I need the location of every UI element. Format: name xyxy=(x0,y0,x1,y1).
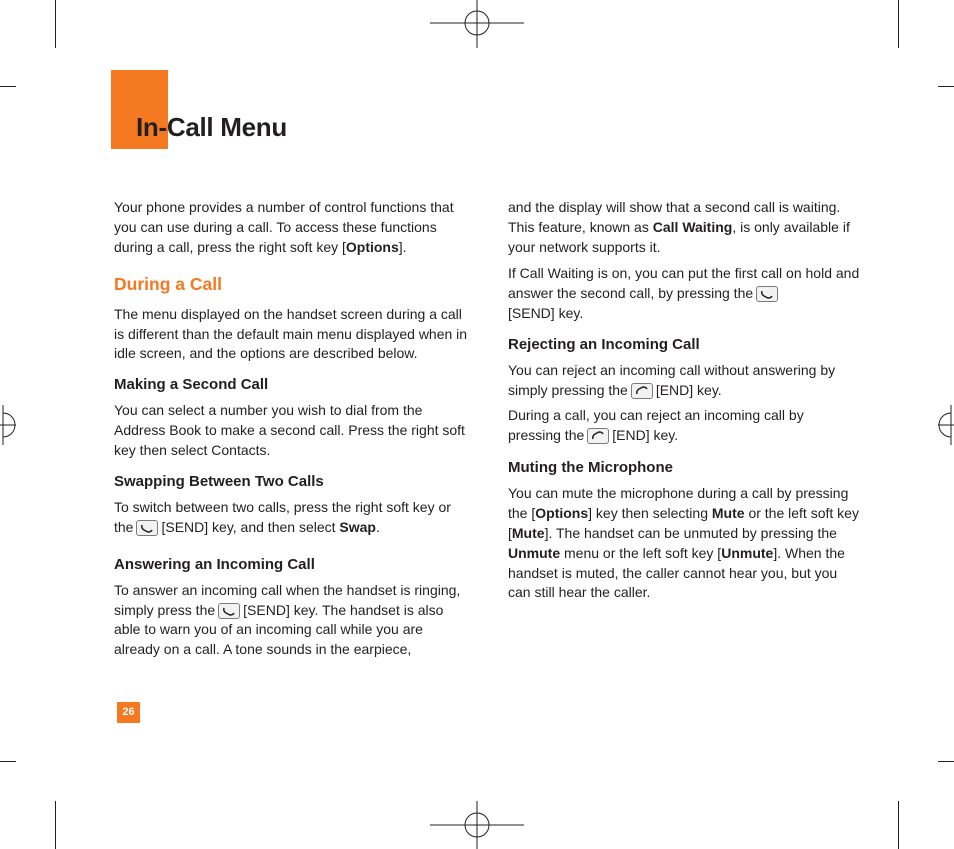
mute-text-6: ]. When the handset is muted, the caller cannot hear you, but you can still hear the caller. xyxy=(508,544,845,601)
send-key-icon xyxy=(218,603,240,619)
swapping-heading: Swapping Between Two Calls xyxy=(114,472,324,490)
crop-mark xyxy=(938,86,954,87)
crop-mark xyxy=(938,761,954,762)
during-a-call-heading: During a Call xyxy=(114,273,222,294)
answering-heading: Answering an Incoming Call xyxy=(114,555,315,573)
swapping-text: To switch between two calls, press the right soft key or the xyxy=(114,498,451,535)
registration-mark-icon xyxy=(430,801,524,849)
page-number-badge: 26 xyxy=(117,702,140,723)
intro-text-end: ]. xyxy=(398,238,407,255)
mute-paragraph xyxy=(508,484,860,603)
rejecting-heading: Rejecting an Incoming Call xyxy=(508,336,700,354)
end-key-icon xyxy=(631,383,653,399)
send-key-icon xyxy=(136,520,158,536)
registration-mark-icon xyxy=(430,0,524,48)
mute-text-4: ]. The handset can be unmuted by pressing the xyxy=(544,524,837,541)
swap-option-label: Swap xyxy=(339,518,376,535)
right-column xyxy=(508,198,860,603)
making-second-call-heading: Making a Second Call xyxy=(114,376,269,394)
making-second-call-paragraph: You can select a number you wish to dial from the Address Book to make a second call. Press the right soft key then select Contacts. xyxy=(114,402,465,459)
reject-paragraph-2 xyxy=(508,406,860,446)
unmute-key-label: Unmute xyxy=(721,544,774,561)
send-key-icon xyxy=(756,286,778,302)
crop-mark xyxy=(898,801,899,849)
registration-mark-icon xyxy=(0,405,16,445)
swapping-text-2: [SEND] key, and then select xyxy=(161,518,336,535)
reject2-text: During a call, you can reject an incoming call by pressing the xyxy=(508,407,804,444)
reject2-text-2: [END] key. xyxy=(612,427,679,444)
unmute-option-label: Unmute xyxy=(508,544,561,561)
options-key-label: Options xyxy=(535,504,589,521)
crop-mark xyxy=(55,0,56,48)
options-key-label: Options xyxy=(345,238,399,255)
call-waiting-paragraph xyxy=(508,198,860,258)
muting-heading: Muting the Microphone xyxy=(508,458,673,476)
left-column xyxy=(114,198,468,660)
intro-text: Your phone provides a number of control functions that you can use during a call. To access these functions during a call, press the right soft key [ xyxy=(114,199,454,255)
hold-text-2: [SEND] key. xyxy=(508,304,584,321)
continued-text: and the display will show that a second call is waiting. This feature, known as xyxy=(508,199,841,235)
answering-paragraph xyxy=(114,581,468,661)
swapping-paragraph xyxy=(114,498,468,538)
swapping-text-end: . xyxy=(376,518,380,535)
continued-text-2: , is only available if your network supports it. xyxy=(508,218,850,255)
crop-mark xyxy=(0,761,16,762)
mute-text-5: menu or the left soft key [ xyxy=(564,544,722,561)
call-waiting-label: Call Waiting xyxy=(652,218,733,235)
page-title: In-Call Menu xyxy=(136,112,287,142)
mute-text-2: ] key then selecting xyxy=(588,504,708,521)
crop-mark xyxy=(55,801,56,849)
end-key-icon xyxy=(587,428,609,444)
crop-mark xyxy=(898,0,899,48)
during-call-paragraph: The menu displayed on the handset screen during a call is different than the default main menu displayed when in idle screen, and the options are described below. xyxy=(114,305,468,362)
mute-key-label: Mute xyxy=(511,524,545,541)
hold-text: If Call Waiting is on, you can put the first call on hold and answer the second call, by pressing the xyxy=(508,264,860,301)
reject-paragraph-1 xyxy=(508,361,860,401)
answering-text: To answer an incoming call when the handset is ringing, simply press the xyxy=(114,581,461,618)
mute-text-1: You can mute the microphone during a call by pressing the [ xyxy=(508,484,849,521)
answering-text-2: [SEND] key. The handset is also able to warn you of an incoming call while you are already on a call. A tone sounds in the earpiece, xyxy=(114,601,444,658)
reject-text-2: [END] key. xyxy=(655,382,722,399)
hold-paragraph xyxy=(508,264,860,324)
mute-option-label: Mute xyxy=(711,504,745,521)
crop-mark xyxy=(0,86,16,87)
mute-text-3: or the left soft key [ xyxy=(508,504,859,541)
intro-paragraph xyxy=(114,198,468,258)
reject-text: You can reject an incoming call without answering by simply pressing the xyxy=(508,362,836,399)
registration-mark-icon xyxy=(938,405,954,445)
